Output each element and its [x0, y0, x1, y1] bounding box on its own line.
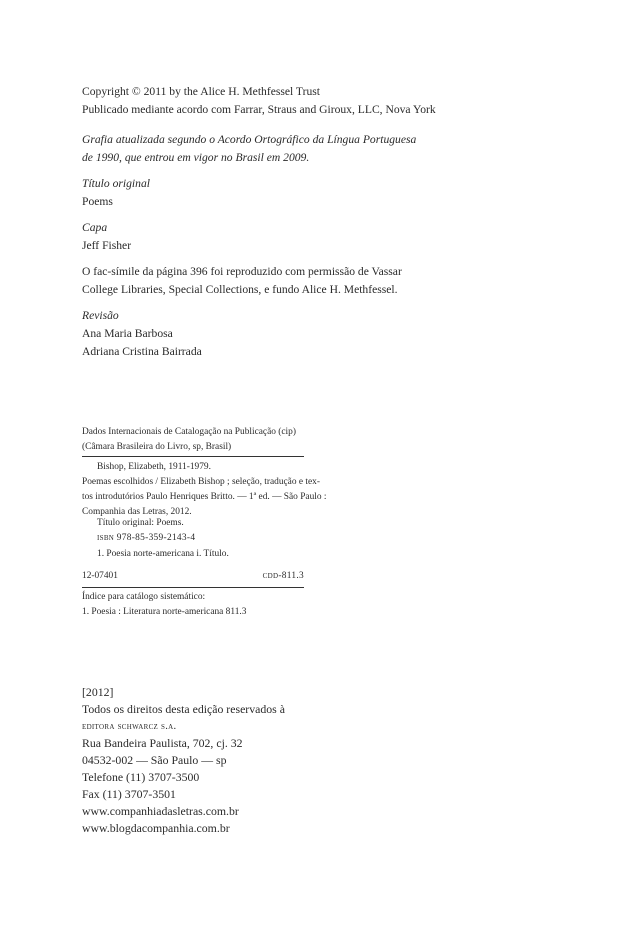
publication-agreement-line: Publicado mediante acordo com Farrar, Straus and Giroux, LLC, Nova York [82, 103, 436, 116]
cip-entry-line-3: Companhia das Letras, 2012. [82, 507, 192, 517]
facsimile-note [82, 263, 402, 299]
publication-year: [2012] [82, 685, 114, 699]
cover-label: Capa [82, 221, 108, 234]
copyright-line: Copyright © 2011 by the Alice H. Methfessel Trust [82, 85, 320, 98]
revision-name-2: Adriana Cristina Bairrada [82, 345, 202, 358]
cip-header [82, 425, 296, 455]
publisher-phone: Telefone (11) 3707-3500 [82, 770, 200, 784]
cip-top-rule [82, 456, 304, 457]
orthography-note [82, 131, 416, 167]
publisher-block [82, 684, 285, 837]
cip-subject: 1. Poesia norte-americana i. Título. [97, 549, 229, 559]
original-title-label: Título original [82, 177, 150, 190]
publisher-address: Rua Bandeira Paulista, 702, cj. 32 [82, 736, 243, 750]
cip-index-header: Índice para catálogo sistemático: [82, 592, 206, 602]
cover-credit-block [82, 219, 131, 255]
publisher-name: editora schwarcz s.a. [82, 721, 177, 732]
revision-block [82, 307, 202, 361]
rights-statement: Todos os direitos desta edição reservados à [82, 702, 285, 716]
revision-label: Revisão [82, 309, 119, 322]
cip-isbn: isbn 978-85-359-2143-4 [97, 533, 196, 543]
publisher-blog: www.blogdacompanhia.com.br [82, 821, 230, 835]
cip-entry [82, 460, 327, 520]
cip-code-left: 12-07401 [82, 571, 118, 581]
cip-header-line-1: Dados Internacionais de Catalogação na Publicação (cip) [82, 427, 296, 437]
cip-index [82, 590, 246, 620]
cip-notes [82, 516, 195, 546]
cip-code-right: cdd-811.3 [262, 571, 304, 581]
cip-bottom-rule [82, 587, 304, 588]
copyright-block [82, 83, 436, 119]
facsimile-line-1: O fac-símile da página 396 foi reproduzido com permissão de Vassar [82, 265, 402, 278]
orthography-line-2: de 1990, que entrou em vigor no Brasil em 2009. [82, 151, 310, 164]
publisher-postal: 04532-002 — São Paulo — sp [82, 753, 227, 767]
orthography-line-1: Grafia atualizada segundo o Acordo Ortográfico da Língua Portuguesa [82, 133, 417, 146]
cip-codes-row [82, 569, 304, 584]
facsimile-line-2: College Libraries, Special Collections, e fundo Alice H. Methfessel. [82, 283, 398, 296]
publisher-website: www.companhiadasletras.com.br [82, 804, 239, 818]
cip-author: Bishop, Elizabeth, 1911-1979. [97, 462, 211, 472]
cip-original-title-note: Título original: Poems. [97, 518, 184, 528]
cip-entry-line-2: tos introdutórios Paulo Henriques Britto. — 1ª ed. — São Paulo : [82, 492, 327, 502]
cip-header-line-2: (Câmara Brasileira do Livro, sp, Brasil) [82, 442, 232, 452]
original-title-value: Poems [82, 195, 113, 208]
cip-entry-line-1: Poemas escolhidos / Elizabeth Bishop ; seleção, tradução e tex- [82, 477, 320, 487]
cip-index-entry: 1. Poesia : Literatura norte-americana 811.3 [82, 607, 247, 617]
original-title-block [82, 175, 150, 211]
cover-designer: Jeff Fisher [82, 239, 132, 252]
revision-name-1: Ana Maria Barbosa [82, 327, 173, 340]
cip-subject-block [82, 547, 229, 562]
publisher-fax: Fax (11) 3707-3501 [82, 787, 176, 801]
